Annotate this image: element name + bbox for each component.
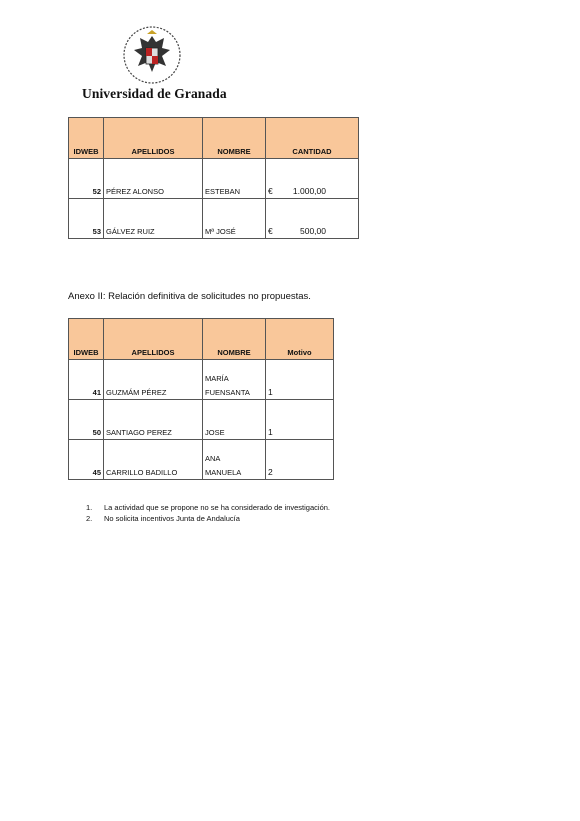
cell-idweb: 52 <box>69 159 104 199</box>
university-name: Universidad de Granada <box>82 86 227 101</box>
table-row <box>69 400 334 440</box>
amount-value: 1.000,00 <box>292 186 326 196</box>
cell-nombre <box>203 400 266 440</box>
university-coat-of-arms-icon <box>122 24 182 86</box>
cell-apellidos: SANTIAGO PEREZ <box>104 400 203 440</box>
table-header-row <box>69 319 334 360</box>
cell-cantidad <box>266 159 359 199</box>
column-header-apellidos: APELLIDOS <box>104 118 203 159</box>
currency-symbol: € <box>268 186 273 196</box>
cell-nombre: ESTEBAN <box>203 159 266 199</box>
cell-apellidos: CARRILLO BADILLO <box>104 440 203 480</box>
not-proposed-table <box>68 318 334 480</box>
note-text: La actividad que se propone no se ha considerado de investigación. <box>104 503 330 512</box>
nombre-line: MANUELA <box>205 468 242 477</box>
cell-nombre <box>203 440 266 480</box>
cell-nombre: Mª JOSÉ <box>203 199 266 239</box>
table-header-row <box>69 118 359 159</box>
column-header-idweb: IDWEB <box>69 319 104 360</box>
annex-title: Anexo II: Relación definitiva de solicitudes no propuestas. <box>68 291 311 302</box>
nombre-line: JOSE <box>205 428 225 437</box>
cell-idweb: 41 <box>69 360 104 400</box>
cell-motivo: 2 <box>266 440 334 480</box>
cell-cantidad <box>266 199 359 239</box>
nombre-line: FUENSANTA <box>205 388 250 397</box>
cell-apellidos: PÉREZ ALONSO <box>104 159 203 199</box>
cell-apellidos: GUZMÁM PÉREZ <box>104 360 203 400</box>
column-header-cantidad: CANTIDAD <box>266 118 359 159</box>
column-header-apellidos: APELLIDOS <box>104 319 203 360</box>
nombre-line: MARÍA <box>205 374 229 383</box>
note-number: 2. <box>86 514 93 523</box>
note-item <box>86 514 330 523</box>
column-header-idweb: IDWEB <box>69 118 104 159</box>
notes-list <box>86 503 330 525</box>
cell-motivo: 1 <box>266 400 334 440</box>
currency-symbol: € <box>268 226 273 236</box>
cell-idweb: 53 <box>69 199 104 239</box>
amount-value: 500,00 <box>300 226 326 236</box>
table-row <box>69 159 359 199</box>
note-item <box>86 503 330 512</box>
column-header-motivo: Motivo <box>266 319 334 360</box>
table-row <box>69 360 334 400</box>
cell-nombre <box>203 360 266 400</box>
cell-motivo: 1 <box>266 360 334 400</box>
nombre-line: ANA <box>205 454 221 463</box>
note-text: No solicita incentivos Junta de Andalucía <box>104 514 240 523</box>
table-row <box>69 199 359 239</box>
note-number: 1. <box>86 503 93 512</box>
column-header-nombre: NOMBRE <box>203 118 266 159</box>
cell-idweb: 45 <box>69 440 104 480</box>
cell-apellidos: GÁLVEZ RUIZ <box>104 199 203 239</box>
cell-idweb: 50 <box>69 400 104 440</box>
awarded-table <box>68 117 359 239</box>
table-row <box>69 440 334 480</box>
column-header-nombre: NOMBRE <box>203 319 266 360</box>
